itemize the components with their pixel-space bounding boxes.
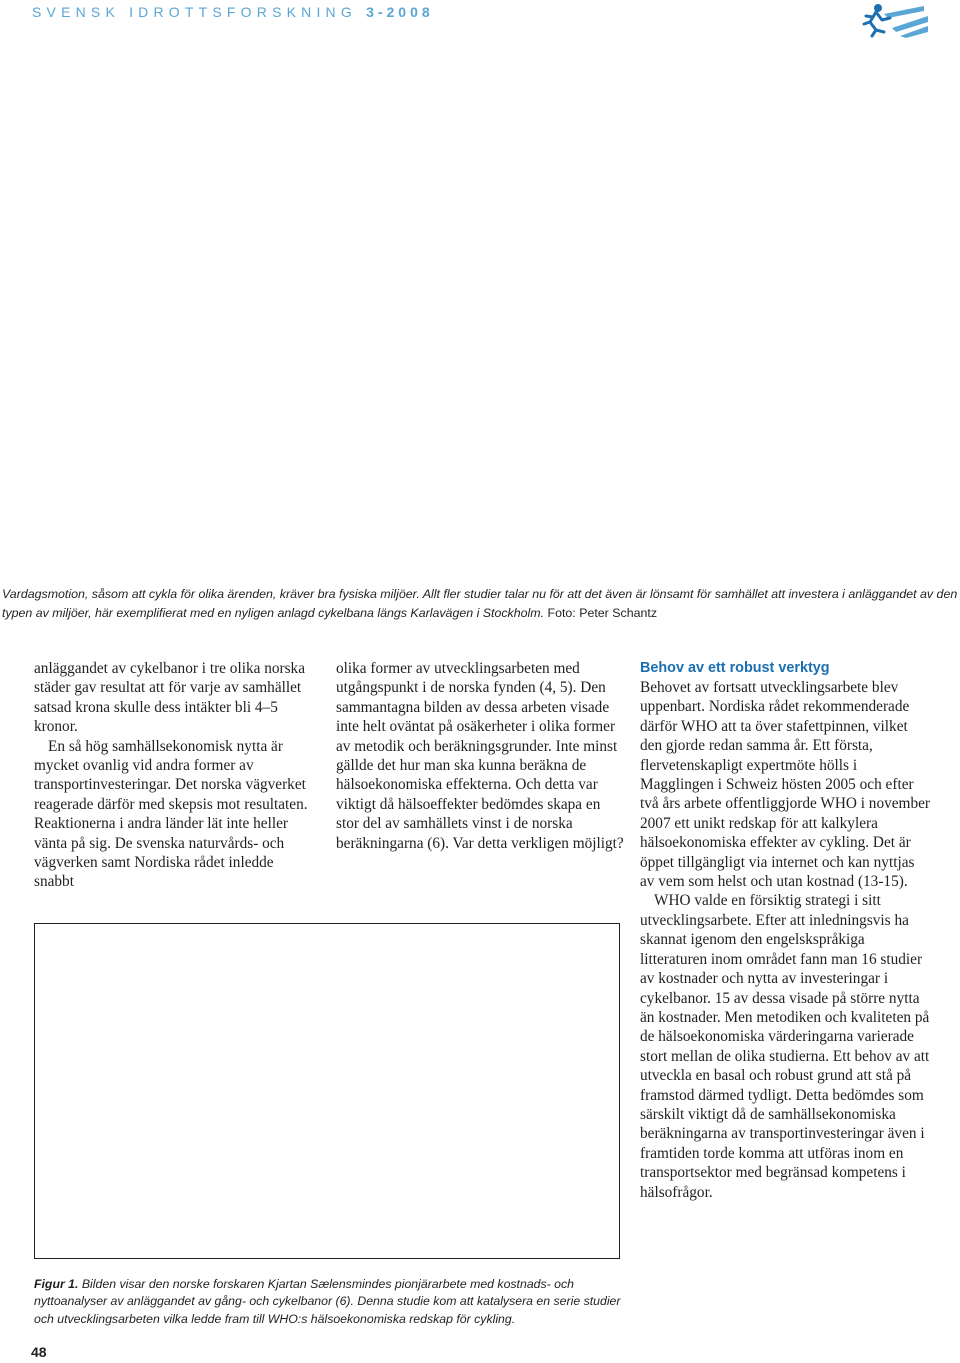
text-column-3 bbox=[640, 659, 932, 1202]
issue-number: 3-2008 bbox=[366, 4, 434, 20]
paragraph: WHO valde en försiktig strategi i sitt utvecklingsarbete. Efter att inledningsvis ha skannat igenom den engelskspråkiga litteraturen inom området fann man 16 studier av kostnader och nytta av investeringar i cykelbanor. 15 av dessa visade på större nytta än kostnader. Men metodiken och kvaliteten på de hälsoekonomiska värderingarna varierade stort mellan de olika studierna. Ett behov av att utveckla en basal och robust grund att stå på framstod därmed tydligt. Detta bedömdes som särskilt viktigt då de samhällsekonomiska beräkningarna av transportinvesteringar även i framtiden torde komma att utföras inom en transportsektor med begränsad kompetens i hälsofrågor. bbox=[640, 892, 930, 1201]
paragraph: anläggandet av cykelbanor i tre olika norska städer gav resultat att för varje av samhället satsad krona skulle dess intäkter bli 4–5 kronor. bbox=[34, 660, 305, 736]
photo-caption-text: Vardagsmotion, såsom att cykla för olika ärenden, kräver bra fysiska miljöer. Allt fler studier talar nu för att det även är lönsamt för samhället att investera i anläggandet av den typen av miljöer, här exemplifierat med en nyligen anlagd cykelbana längs Karlavägen i Stockholm. bbox=[2, 587, 958, 620]
figure-frame bbox=[34, 923, 620, 1259]
paragraph: Behovet av fortsatt utvecklingsarbete blev uppenbart. Nordiska rådet rekommenderade därför WHO att ta över stafettpinnen, vilket den gjorde redan samma år. Ett första, flervetenskapligt expertmöte hölls i Magglingen i Schweiz hösten 2005 och efter två års arbete offentliggjorde WHO i november 2007 ett unikt redskap för att kalkylera hälsoekonomiska effekter av cykling. Det är öppet tillgängligt via internet och kan nyttjas av vem som helst och utan kostnad (13-15). bbox=[640, 679, 930, 891]
paragraph: olika former av utvecklingsarbeten med utgångspunkt i de norska fynden (4, 5). Den sammantagna bilden av dessa arbeten visade inte helt oväntat på osäkerheter i olika former av metodik och beräkningsgrunder. Inte minst gällde det hur man ska kunna beräkna de hälsoekonomiska effekterna. Och detta var viktigt då hälsoeffekter bedömdes skapa en stor del av samhällets vinst i de norska beräkningarna (6). Var detta verkligen möjligt? bbox=[336, 660, 624, 852]
text-column-1 bbox=[34, 659, 316, 892]
runner-logo-icon bbox=[862, 2, 928, 38]
photo-credit: Foto: Peter Schantz bbox=[547, 606, 658, 620]
running-header bbox=[32, 4, 434, 26]
text-column-2 bbox=[336, 659, 626, 853]
section-heading: Behov av ett robust verktyg bbox=[640, 660, 830, 676]
page-number: 48 bbox=[31, 1344, 47, 1360]
journal-title: SVENSK IDROTTSFORSKNING bbox=[32, 4, 357, 20]
photo-caption bbox=[2, 585, 960, 623]
figure-caption bbox=[34, 1276, 624, 1328]
figure-caption-text: Bilden visar den norske forskaren Kjartan Sælensmindes pionjärarbete med kostnads- och nyttoanalyser av anläggandet av gång- och cykelbanor (6). Denna studie kom att katalysera en serie studier och utvecklingsarbeten vilka ledde fram till WHO:s hälsoekonomiska redskap för cykling. bbox=[34, 1277, 621, 1326]
figure-label: Figur 1. bbox=[34, 1277, 79, 1291]
paragraph: En så hög samhällsekonomisk nytta är mycket ovanlig vid andra former av transportinvesteringar. Det norska vägverket reagerade därför med skepsis mot resultaten. Reaktionerna i andra länder lät inte heller vänta på sig. De svenska naturvårds- och vägverken samt Nordiska rådet inledde snabbt bbox=[34, 737, 308, 891]
